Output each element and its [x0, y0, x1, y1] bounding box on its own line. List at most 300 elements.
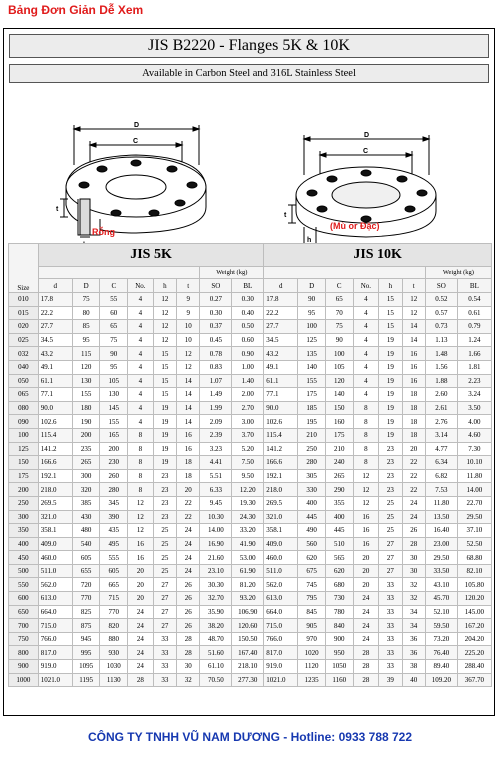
table-cell: 919.0 — [38, 660, 72, 674]
table-cell: 38 — [402, 660, 425, 674]
table-cell: 12 — [128, 496, 154, 510]
col-header-5k: BL — [232, 279, 264, 293]
table-cell: 43.10 — [425, 578, 457, 592]
table-cell: 19 — [153, 401, 176, 415]
table-cell: 19 — [153, 428, 176, 442]
table-cell: 18 — [177, 469, 200, 483]
table-cell: 90.0 — [38, 401, 72, 415]
table-cell: 13.50 — [425, 510, 457, 524]
table-cell: 200 — [100, 442, 128, 456]
table-cell: 280 — [298, 456, 326, 470]
col-header-5k: h — [153, 279, 176, 293]
table-cell: 0.90 — [232, 347, 264, 361]
table-cell: 511.0 — [264, 564, 298, 578]
table-cell: 14 — [402, 333, 425, 347]
table-cell: 560 — [298, 537, 326, 551]
table-row — [9, 537, 492, 551]
table-cell: 19 — [153, 442, 176, 456]
table-cell: 930 — [100, 646, 128, 660]
table-cell: 605 — [72, 551, 100, 565]
table-cell: 4 — [128, 293, 154, 307]
table-cell: 5.20 — [232, 442, 264, 456]
table-cell: 218.0 — [38, 483, 72, 497]
table-cell: 70.50 — [200, 673, 232, 687]
table-cell: 24 — [402, 496, 425, 510]
table-cell: 620 — [298, 551, 326, 565]
table-cell: 12 — [402, 306, 425, 320]
table-cell: 0.78 — [200, 347, 232, 361]
table-cell: 27 — [153, 592, 176, 606]
table-cell: 2.76 — [425, 415, 457, 429]
table-cell: 4 — [353, 360, 379, 374]
table-cell: 16 — [402, 360, 425, 374]
table-cell: 48.70 — [200, 632, 232, 646]
table-cell: 4.00 — [457, 415, 491, 429]
table-cell: 24 — [128, 632, 154, 646]
dim-label-h-right: h — [307, 237, 312, 244]
table-cell: 4 — [353, 347, 379, 361]
table-cell: 28 — [353, 646, 379, 660]
table-cell: 34.5 — [38, 333, 72, 347]
table-cell: 25 — [153, 564, 176, 578]
table-cell: 4 — [128, 401, 154, 415]
size-cell: 650 — [9, 605, 39, 619]
table-cell: 320 — [72, 483, 100, 497]
table-cell: 192.1 — [264, 469, 298, 483]
table-cell: 49.1 — [264, 360, 298, 374]
table-cell: 1235 — [298, 673, 326, 687]
table-cell: 28 — [177, 646, 200, 660]
table-cell: 14.00 — [200, 524, 232, 538]
table-cell: 24 — [353, 632, 379, 646]
top-caption: Bảng Đơn Giản Dễ Xem — [8, 3, 144, 17]
size-cell: 700 — [9, 619, 39, 633]
table-cell: 33.50 — [425, 564, 457, 578]
table-row — [9, 619, 492, 633]
table-cell: 28 — [402, 537, 425, 551]
size-cell: 010 — [9, 293, 39, 307]
table-cell: 269.5 — [38, 496, 72, 510]
col-header-10k: No. — [353, 279, 379, 293]
table-row — [9, 646, 492, 660]
table-cell: 605 — [100, 564, 128, 578]
table-cell: 23 — [153, 510, 176, 524]
table-cell: 23 — [379, 483, 402, 497]
table-cell: 24 — [128, 619, 154, 633]
table-cell: 3.50 — [457, 401, 491, 415]
table-row — [9, 388, 492, 402]
col-header-10k: SO — [425, 279, 457, 293]
col-header-10k: BL — [457, 279, 491, 293]
table-cell: 14.00 — [457, 483, 491, 497]
table-cell: 27.7 — [38, 320, 72, 334]
table-cell: 715.0 — [264, 619, 298, 633]
table-cell: 33 — [379, 632, 402, 646]
table-cell: 409.0 — [264, 537, 298, 551]
page-title: JIS B2220 - Flanges 5K & 10K — [9, 34, 489, 58]
size-cell: 032 — [9, 347, 39, 361]
table-cell: 24 — [402, 510, 425, 524]
table-cell: 52.50 — [457, 537, 491, 551]
table-cell: 115.4 — [264, 428, 298, 442]
size-cell: 080 — [9, 401, 39, 415]
table-cell: 4 — [128, 374, 154, 388]
table-cell: 120 — [72, 360, 100, 374]
table-cell: 40 — [402, 673, 425, 687]
table-cell: 1.49 — [200, 388, 232, 402]
table-cell: 0.45 — [200, 333, 232, 347]
table-cell: 17.8 — [264, 293, 298, 307]
col-header-5k: No. — [128, 279, 154, 293]
table-cell: 6.33 — [200, 483, 232, 497]
table-cell: 15 — [379, 306, 402, 320]
table-cell: 562.0 — [38, 578, 72, 592]
jis-10k-header: JIS 10K — [264, 244, 492, 267]
table-cell: 9 — [177, 293, 200, 307]
table-cell: 32.70 — [200, 592, 232, 606]
table-cell: 321.0 — [38, 510, 72, 524]
table-cell: 20 — [353, 564, 379, 578]
size-cell: 1000 — [9, 673, 39, 687]
table-cell: 30.30 — [200, 578, 232, 592]
table-cell: 65 — [325, 293, 353, 307]
table-cell: 34 — [402, 619, 425, 633]
size-cell: 050 — [9, 374, 39, 388]
table-cell: 24 — [128, 660, 154, 674]
table-cell: 9.50 — [232, 469, 264, 483]
table-cell: 15 — [153, 360, 176, 374]
table-cell: 1120 — [298, 660, 326, 674]
size-cell: 900 — [9, 660, 39, 674]
table-cell: 540 — [72, 537, 100, 551]
table-cell: 460.0 — [38, 551, 72, 565]
col-header-10k: D — [298, 279, 326, 293]
size-cell: 300 — [9, 510, 39, 524]
table-cell: 166.6 — [38, 456, 72, 470]
table-cell: 12 — [128, 510, 154, 524]
table-row — [9, 660, 492, 674]
table-cell: 125 — [298, 333, 326, 347]
table-cell: 240 — [325, 456, 353, 470]
table-cell: 970 — [298, 632, 326, 646]
table-cell: 26 — [177, 619, 200, 633]
table-cell: 2.61 — [425, 401, 457, 415]
table-cell: 290 — [325, 483, 353, 497]
table-cell: 19 — [379, 333, 402, 347]
table-cell: 7.50 — [232, 456, 264, 470]
company-name: CÔNG TY TNHH VŨ NAM DƯƠNG — [87, 730, 280, 744]
table-cell: 160 — [325, 415, 353, 429]
table-cell: 1.88 — [425, 374, 457, 388]
table-cell: 155 — [100, 415, 128, 429]
table-cell: 175 — [298, 388, 326, 402]
table-cell: 2.60 — [425, 388, 457, 402]
table-cell: 14 — [177, 374, 200, 388]
table-cell: 23 — [379, 442, 402, 456]
table-cell: 680 — [325, 578, 353, 592]
table-cell: 15 — [379, 320, 402, 334]
table-cell: 400 — [325, 510, 353, 524]
table-cell: 817.0 — [38, 646, 72, 660]
table-cell: 675 — [298, 564, 326, 578]
table-cell: 33 — [379, 646, 402, 660]
table-cell: 715.0 — [38, 619, 72, 633]
table-cell: 6.34 — [425, 456, 457, 470]
size-cell: 020 — [9, 320, 39, 334]
table-row — [9, 524, 492, 538]
table-cell: 12 — [153, 306, 176, 320]
table-cell: 1.99 — [200, 401, 232, 415]
table-cell: 265 — [72, 456, 100, 470]
table-cell: 180 — [72, 401, 100, 415]
size-cell: 600 — [9, 592, 39, 606]
table-cell: 0.37 — [200, 320, 232, 334]
table-cell: 321.0 — [264, 510, 298, 524]
table-cell: 490 — [298, 524, 326, 538]
table-cell: 30 — [177, 660, 200, 674]
table-cell: 33 — [153, 646, 176, 660]
table-cell: 430 — [72, 510, 100, 524]
table-cell: 43.2 — [38, 347, 72, 361]
table-cell: 250 — [298, 442, 326, 456]
table-cell: 330 — [298, 483, 326, 497]
col-header-5k: t — [177, 279, 200, 293]
hotline: Hotline: 0933 788 722 — [290, 730, 413, 744]
table-cell: 905 — [298, 619, 326, 633]
dim-label-C-right: C — [363, 148, 369, 155]
table-cell: 34 — [402, 605, 425, 619]
table-cell: 75 — [72, 293, 100, 307]
size-cell: 750 — [9, 632, 39, 646]
table-cell: 24 — [177, 524, 200, 538]
table-cell: 19 — [379, 360, 402, 374]
table-cell: 4 — [128, 333, 154, 347]
table-cell: 4 — [353, 320, 379, 334]
weight-header-5k: Weight (kg) — [200, 267, 264, 279]
table-cell: 18 — [402, 428, 425, 442]
table-cell: 24 — [353, 619, 379, 633]
table-cell: 20 — [128, 564, 154, 578]
table-cell: 9 — [177, 306, 200, 320]
col-header-5k: D — [72, 279, 100, 293]
table-cell: 52.10 — [425, 605, 457, 619]
table-cell: 76.40 — [425, 646, 457, 660]
table-row — [9, 428, 492, 442]
size-cell: 500 — [9, 564, 39, 578]
table-cell: 4 — [353, 333, 379, 347]
table-cell: 24 — [128, 646, 154, 660]
size-cell: 040 — [9, 360, 39, 374]
dim-label-D-left: D — [134, 122, 140, 129]
table-cell: 715 — [100, 592, 128, 606]
table-cell: 38.20 — [200, 619, 232, 633]
table-row — [9, 293, 492, 307]
table-cell: 20 — [353, 551, 379, 565]
table-row — [9, 551, 492, 565]
table-cell: 33 — [379, 592, 402, 606]
table-cell: 102.6 — [38, 415, 72, 429]
table-cell: 919.0 — [264, 660, 298, 674]
table-cell: 0.50 — [232, 320, 264, 334]
table-cell: 24 — [353, 592, 379, 606]
table-row — [9, 483, 492, 497]
table-cell: 945 — [72, 632, 100, 646]
table-cell: 27 — [153, 605, 176, 619]
table-cell: 235 — [72, 442, 100, 456]
table-cell: 27 — [153, 619, 176, 633]
table-cell: 0.30 — [200, 306, 232, 320]
table-cell: 27 — [153, 578, 176, 592]
dimensions-table — [8, 243, 492, 687]
table-cell: 141.2 — [264, 442, 298, 456]
table-cell: 61.1 — [38, 374, 72, 388]
table-row — [9, 469, 492, 483]
table-cell: 1160 — [325, 673, 353, 687]
size-cell: 350 — [9, 524, 39, 538]
table-cell: 6.82 — [425, 469, 457, 483]
table-cell: 120 — [325, 374, 353, 388]
table-cell: 145.00 — [457, 605, 491, 619]
table-cell: 33 — [153, 632, 176, 646]
table-cell: 55 — [100, 293, 128, 307]
table-cell: 8 — [128, 428, 154, 442]
table-cell: 0.30 — [232, 293, 264, 307]
table-row — [9, 415, 492, 429]
table-cell: 817.0 — [264, 646, 298, 660]
size-cell: 150 — [9, 456, 39, 470]
table-cell: 15 — [379, 293, 402, 307]
table-row — [9, 605, 492, 619]
table-cell: 155 — [72, 388, 100, 402]
table-cell: 8 — [128, 456, 154, 470]
size-cell: 100 — [9, 428, 39, 442]
table-cell: 358.1 — [264, 524, 298, 538]
table-cell: 27.7 — [264, 320, 298, 334]
table-cell: 27 — [379, 551, 402, 565]
table-cell: 8 — [128, 469, 154, 483]
table-cell: 90.0 — [264, 401, 298, 415]
table-cell: 3.23 — [200, 442, 232, 456]
table-row — [9, 564, 492, 578]
table-cell: 16.90 — [200, 537, 232, 551]
table-cell: 24 — [353, 605, 379, 619]
table-cell: 85 — [72, 320, 100, 334]
table-cell: 510 — [325, 537, 353, 551]
table-cell: 16 — [177, 428, 200, 442]
table-cell: 25 — [153, 551, 176, 565]
table-cell: 95 — [72, 333, 100, 347]
table-cell: 140 — [298, 360, 326, 374]
table-cell: 210 — [298, 428, 326, 442]
size-cell: 175 — [9, 469, 39, 483]
table-cell: 1.48 — [425, 347, 457, 361]
table-cell: 18 — [402, 415, 425, 429]
table-cell: 0.40 — [232, 306, 264, 320]
table-cell: 26 — [177, 578, 200, 592]
table-cell: 1.56 — [425, 360, 457, 374]
table-cell: 4.41 — [200, 456, 232, 470]
table-cell: 12 — [402, 293, 425, 307]
table-cell: 4 — [128, 320, 154, 334]
table-cell: 288.40 — [457, 660, 491, 674]
table-cell: 7.30 — [457, 442, 491, 456]
table-cell: 1050 — [325, 660, 353, 674]
table-cell: 780 — [325, 605, 353, 619]
table-cell: 120.20 — [457, 592, 491, 606]
table-cell: 41.90 — [232, 537, 264, 551]
table-cell: 23 — [153, 469, 176, 483]
table-row — [9, 496, 492, 510]
table-cell: 22 — [402, 483, 425, 497]
table-cell: 20 — [177, 483, 200, 497]
table-cell: 16 — [353, 537, 379, 551]
table-cell: 37.10 — [457, 524, 491, 538]
table-cell: 43.2 — [264, 347, 298, 361]
size-cell: 065 — [9, 388, 39, 402]
size-header: Size — [9, 244, 39, 293]
table-cell: 12 — [153, 293, 176, 307]
table-cell: 23 — [379, 469, 402, 483]
table-cell: 12 — [153, 320, 176, 334]
col-header-10k: t — [402, 279, 425, 293]
table-cell: 1.40 — [232, 374, 264, 388]
table-cell: 8 — [353, 401, 379, 415]
table-cell: 305 — [298, 469, 326, 483]
table-row — [9, 374, 492, 388]
table-cell: 192.1 — [38, 469, 72, 483]
table-cell: 89.40 — [425, 660, 457, 674]
table-cell: 12 — [128, 524, 154, 538]
table-cell: 16 — [402, 347, 425, 361]
table-cell: 28 — [353, 673, 379, 687]
table-cell: 23.10 — [200, 564, 232, 578]
table-cell: 555 — [100, 551, 128, 565]
flange-drawings — [4, 87, 494, 243]
size-cell: 250 — [9, 496, 39, 510]
footer-separator: - — [279, 730, 291, 744]
table-cell: 4 — [353, 374, 379, 388]
table-cell: 22.2 — [264, 306, 298, 320]
table-cell: 15 — [153, 374, 176, 388]
table-cell: 730 — [325, 592, 353, 606]
table-cell: 77.1 — [264, 388, 298, 402]
col-header-5k: C — [100, 279, 128, 293]
table-cell: 218.0 — [264, 483, 298, 497]
table-cell: 120.60 — [232, 619, 264, 633]
table-cell: 2.70 — [232, 401, 264, 415]
table-cell: 25 — [153, 537, 176, 551]
table-cell: 14 — [177, 388, 200, 402]
table-cell: 24.30 — [232, 510, 264, 524]
table-cell: 1.00 — [232, 360, 264, 374]
table-cell: 3.70 — [232, 428, 264, 442]
table-cell: 105 — [325, 360, 353, 374]
table-cell: 766.0 — [38, 632, 72, 646]
table-cell: 166.6 — [264, 456, 298, 470]
table-cell: 4.77 — [425, 442, 457, 456]
table-cell: 8 — [353, 428, 379, 442]
table-cell: 75 — [100, 333, 128, 347]
table-cell: 613.0 — [264, 592, 298, 606]
table-cell: 93.20 — [232, 592, 264, 606]
table-cell: 766.0 — [264, 632, 298, 646]
table-cell: 480 — [72, 524, 100, 538]
table-cell: 15 — [153, 347, 176, 361]
table-cell: 3.24 — [457, 388, 491, 402]
table-cell: 33 — [379, 619, 402, 633]
table-cell: 33 — [379, 605, 402, 619]
table-cell: 5.51 — [200, 469, 232, 483]
